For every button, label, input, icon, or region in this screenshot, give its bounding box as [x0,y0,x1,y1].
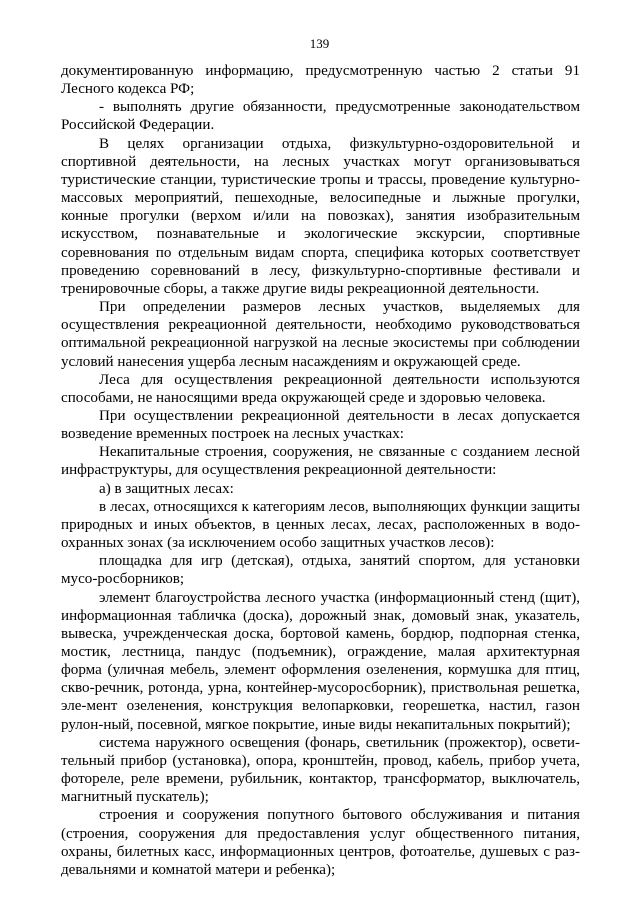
paragraph: а) в защитных лесах: [99,480,234,497]
paragraph: При осуществлении рекреационной деятельности в лесах допускается возведение временных построек на лесных участках: [61,407,580,443]
paragraph: Леса для осуществления рекреационной деятельности используются способами, не наносящими вреда окружающей среде и здоровью человека. [61,371,580,406]
paragraph: в лесах, относящихся к категориям лесов, выполняющих функции защиты природных и иных объектов, в ценных лесах, лесах, расположенных в водо-охранных зонах (за исключением особо защитных участков лесов): [61,498,580,552]
paragraph: система наружного освещения (фонарь, светильник (прожектор), освети-тельный прибор (установка), опора, кронштейн, провод, кабель, прибор учета, фотореле, реле времени, рубильник, контактор, трансформатор, выключатель, магнитный пускатель); [61,734,580,806]
paragraph: В целях организации отдыха, физкультурно-оздоровительной и спортивной деятельности, на лесных участках могут организовываться туристические станции, туристические тропы и трассы, проведение культурно-массовых мероприятий, пешеходные, велосипедные и лыжные прогулки, конные прогулки (верхом и/или на повозках), занятия изобразительным искусством, познавательные и экологические экскурсии, спортивные соревнования по отдельным видам спорта, специфика которых соответствует проведению соревнований в лесу, физкультурно-спортивные фестивали и тренировочные сборы, а также другие виды рекреационной деятельности. [61,135,580,297]
paragraph: При определении размеров лесных участков, выделяемых для осуществления рекреационной деятельности, необходимо руководствоваться оптимальной рекреационной нагрузкой на лесные экосистемы при соблюдении условий нанесения ущерба лесным насаждениям и окружающей среде. [61,299,580,370]
paragraph: элемент благоустройства лесного участка (информационный стенд (щит), информационная табличка (доска), дорожный знак, домовый знак, указатель, вывеска, учрежденческая доска, бортовой камень, бордюр, подпорная стенка, мостик, лестница, пандус (подъемник), ограждение, малая архитектурная форма (уличная мебель, элемент оформления озеленения, кормушка для птиц, скво-речник, ротонда, урна, контейнер-мусоросборник), приствольная решетка, эле-мент озеленения, конструкция велопарковки, георешетка, настил, газон рулон-ный, посевной, мягкое покрытие, иные виды некапитальных покрытий); [61,589,580,733]
paragraph: - выполнять другие обязанности, предусмотренные законодательством Российской Федерации. [61,99,580,134]
page-number: 139 [309,36,330,51]
paragraph: строения и сооружения попутного бытового обслуживания и питания (строения, сооружения для предоставления услуг общественного питания, охраны, билетных касс, информационных центров, фотоателье, душевых с раз-девальнями и комнатой матери и ребенка); [61,807,580,878]
paragraph: Некапитальные строения, сооружения, не связанные с созданием лесной инфраструктуры, для осуществления рекреационной деятельности: [61,444,580,479]
document-body [61,62,580,879]
paragraph: площадка для игр (детская), отдыха, занятий спортом, для установки мусо-росборников; [61,553,580,588]
paragraph: документированную информацию, предусмотренную частью 2 статьи 91 Лесного кодекса РФ; [61,63,580,98]
